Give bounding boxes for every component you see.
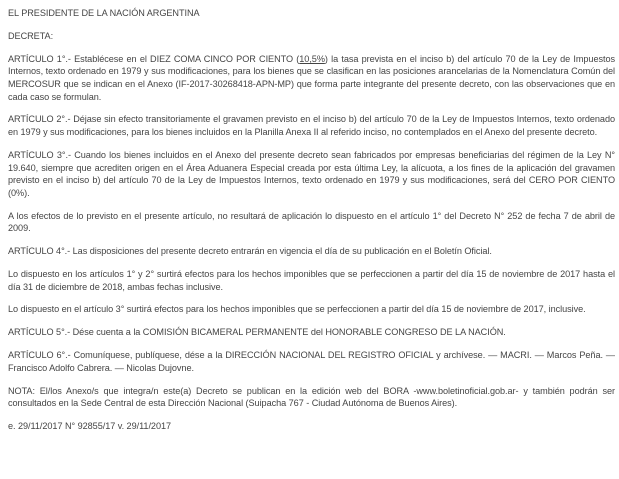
article-4: ARTÍCULO 4°.- Las disposiciones del presente decreto entrarán en vigencia el día de su publicación en el Boletín Oficial. <box>8 246 492 257</box>
article-3: ARTÍCULO 3°.- Cuando los bienes incluidos en el Anexo del presente decreto sean fabricados por empresas beneficiarias del régimen de la Ley N° 19.640, siempre que acrediten origen en el Área Aduanera Especial creada por esta última Ley, la alícuota, a los fines de la aplicación del gravamen previsto en el inciso b) del artículo 70 de la Ley de Impuestos Internos, texto ordenado en 1979 y sus modificaciones, será del CERO POR CIENTO (0%). <box>8 149 615 198</box>
article-4-paragraph-2: Lo dispuesto en los artículos 1° y 2° surtirá efectos para los hechos imponibles que se perfeccionen a partir del día 15 de noviembre de 2017 hasta el día 31 de diciembre de 2018, ambas fechas inclusive. <box>8 268 615 292</box>
article-1-rate: 10,5% <box>299 53 325 64</box>
decreta-label: DECRETA: <box>8 30 54 41</box>
article-5: ARTÍCULO 5°.- Dése cuenta a la COMISIÓN BICAMERAL PERMANENTE del HONORABLE CONGRESO DE LA NACIÓN. <box>8 327 506 338</box>
article-4-paragraph-3: Lo dispuesto en el artículo 3° surtirá efectos para los hechos imponibles que se perfeccionen a partir del día 15 de noviembre de 2017, inclusive. <box>8 304 586 315</box>
article-2: ARTÍCULO 2°.- Déjase sin efecto transitoriamente el gravamen previsto en el inciso b) del artículo 70 de la Ley de Impuestos Internos, texto ordenado en 1979 y sus modificaciones, para los bienes incluidos en la Planilla Anexa II al referido inciso, no contemplados en el Anexo del presente decreto. <box>8 114 615 138</box>
publication-note: NOTA: El/los Anexo/s que integra/n este(a) Decreto se publican en la edición web del BORA -www.boletinoficial.gob.ar- y también podrán ser consultados en la Sede Central de esta Dirección Nacional (Suipacha 767 - Ciudad Autónoma de Buenos Aires). <box>8 385 615 409</box>
document-heading: EL PRESIDENTE DE LA NACIÓN ARGENTINA <box>8 8 200 18</box>
article-1-before: ARTÍCULO 1°.- Establécese en el DIEZ COMA CINCO POR CIENTO ( <box>8 53 300 64</box>
article-6: ARTÍCULO 6°.- Comuníquese, publíquese, dése a la DIRECCIÓN NACIONAL DEL REGISTRO OFICIAL y archívese. — MACRI. — Marcos Peña. — Francisco Adolfo Cabrera. — Nicolas Dujovne. <box>8 350 615 373</box>
article-1-after: ) la tasa prevista en el inciso b) del artículo 70 de la Ley de Impuestos Internos, texto ordenado en 1979 y sus modificaciones, para los bienes que se clasifican en las posiciones arancelarias de la Nomenclatura Común del MERCOSUR que se indican en el Anexo (IF-2017-30268418-APN-MP) que forma parte integrante del presente decreto, con las observaciones que en cada caso se formulan. <box>8 53 616 102</box>
article-1 <box>8 53 615 103</box>
publication-footer: e. 29/11/2017 N° 92855/17 v. 29/11/2017 <box>8 421 172 432</box>
article-3-effects: A los efectos de lo previsto en el presente artículo, no resultará de aplicación lo dispuesto en el artículo 1° del Decreto N° 252 de fecha 7 de abril de 2009. <box>8 210 615 234</box>
